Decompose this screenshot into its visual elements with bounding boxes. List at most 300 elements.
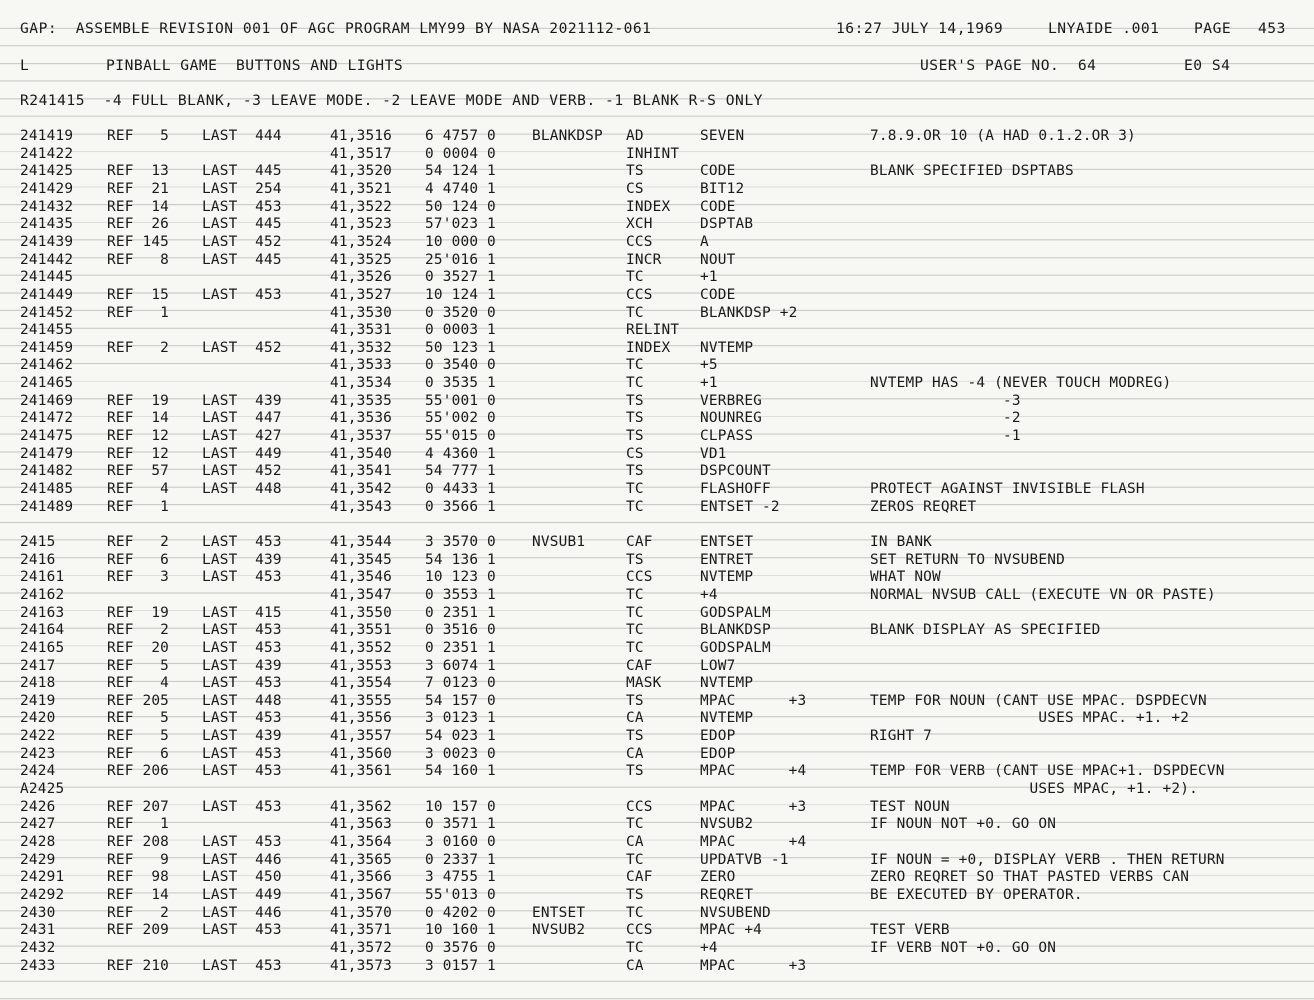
listing-row [0,568,1314,586]
ref-count: REF 2 [107,533,170,550]
listing-row [0,586,1314,604]
last-ref: LAST 453 [202,569,282,586]
last-ref: LAST 447 [202,410,282,427]
sequence-number: 241425 [20,163,74,180]
last-ref: LAST 453 [202,834,282,850]
ref-count: REF 205 [107,692,170,709]
octal-word: 0 4202 0 [425,904,496,921]
ref-count: REF 21 [107,180,170,197]
octal-word: 3 0160 0 [425,834,496,850]
opcode: INDEX [626,339,671,356]
listing-row [0,533,1314,551]
address: 41,3545 [330,551,393,568]
ref-count: REF 19 [107,604,170,621]
opcode: TC [626,481,644,497]
page-number: 453 [1258,20,1286,37]
sequence-number: 24165 [20,639,65,656]
comment: -2 [870,410,1021,427]
last-ref: LAST 453 [202,745,282,762]
opcode: CAF [626,869,653,886]
operand: GODSPALM [700,639,771,656]
address: 41,3533 [330,357,393,374]
sequence-number: 24292 [20,886,65,903]
opcode: CA [626,710,644,727]
listing-row [0,409,1314,427]
last-ref: LAST 453 [202,922,282,939]
sequence-number: 2431 [20,922,56,939]
comment: BLANK SPECIFIED DSPTABS [870,163,1074,180]
octal-word: 0 2337 1 [425,851,496,868]
ref-count: REF 14 [107,198,170,215]
address: 41,3535 [330,392,393,409]
address: 41,3563 [330,816,393,833]
operand: ENTSET [700,533,754,550]
ref-count: REF 12 [107,428,170,445]
address: 41,3555 [330,692,393,709]
comment: IN BANK [870,533,933,550]
opcode: TC [626,498,644,515]
opcode: XCH [626,216,653,233]
listing-row [0,957,1314,975]
sequence-number: 241475 [20,428,74,445]
last-ref: LAST 446 [202,904,282,921]
comment: USES MPAC, +1. +2). [870,781,1198,798]
address: 41,3552 [330,639,393,656]
octal-word: 6 4757 0 [425,128,496,144]
listing-row [0,833,1314,851]
last-ref: LAST 452 [202,463,282,480]
opcode: INCR [626,251,662,268]
address: 41,3524 [330,233,393,250]
address: 41,3523 [330,216,393,233]
opcode: TC [626,939,644,956]
octal-word: 0 2351 1 [425,639,496,656]
ref-count: REF 210 [107,957,170,974]
sequence-number: 2430 [20,904,56,921]
sequence-number: 241465 [20,375,74,392]
opcode: TC [626,904,644,921]
code-reference: E0 S4 [1184,57,1231,74]
octal-word: 25'016 1 [425,251,496,268]
listing-row [0,515,1314,533]
sequence-number: 2419 [20,692,56,709]
address: 41,3542 [330,481,393,497]
opcode: CA [626,745,644,762]
listing-row [0,339,1314,357]
octal-word: 3 0123 1 [425,710,496,727]
sequence-number: 2422 [20,728,56,745]
ref-count: REF 208 [107,834,170,850]
comment: TEST NOUN [870,798,950,815]
ref-count: REF 2 [107,339,170,356]
ref-count: REF 5 [107,710,170,727]
address: 41,3547 [330,586,393,603]
opcode: CCS [626,233,653,250]
last-ref: LAST 453 [202,639,282,656]
ref-count: REF 145 [107,233,170,250]
octal-word: 10 124 1 [425,286,496,303]
comment: RIGHT 7 [870,728,933,745]
last-ref: LAST 449 [202,886,282,903]
address: 41,3560 [330,745,393,762]
subheader-line [0,57,1314,75]
last-ref: LAST 415 [202,604,282,621]
listing-row [0,762,1314,780]
operand: MPAC +3 [700,692,807,709]
remark-text: R241415 -4 FULL BLANK, -3 LEAVE MODE. -2 LEAVE MODE AND VERB. -1 BLANK R-S ONLY [20,92,763,109]
address: 41,3566 [330,869,393,886]
operand: NVSUBEND [700,904,771,921]
ref-count: REF 19 [107,392,170,409]
last-ref: LAST 439 [202,392,282,409]
listing-row [0,127,1314,145]
ref-count: REF 14 [107,410,170,427]
left-marker: L [20,57,30,74]
sequence-number: 2424 [20,763,56,780]
sequence-number: 241459 [20,339,74,356]
last-ref: LAST 453 [202,533,282,550]
operand: NVSUB2 [700,816,754,833]
operand: NVTEMP [700,339,754,356]
opcode: TS [626,428,644,445]
operand: EDOP [700,745,736,762]
octal-word: 50 124 0 [425,198,496,215]
listing-row [0,445,1314,463]
address: 41,3520 [330,163,393,180]
sequence-number: 241449 [20,286,74,303]
opcode: CS [626,445,644,462]
address: 41,3571 [330,922,393,939]
opcode: CAF [626,657,653,674]
octal-word: 0 3576 0 [425,939,496,956]
opcode: CS [626,180,644,197]
listing-row [0,427,1314,445]
operand: EDOP [700,728,736,745]
opcode: TC [626,622,644,639]
address: 41,3553 [330,657,393,674]
comment: IF NOUN NOT +0. GO ON [870,816,1057,833]
sequence-number: 2416 [20,551,56,568]
octal-word: 10 123 0 [425,569,496,586]
opcode: CA [626,834,644,850]
operand: SEVEN [700,128,745,144]
operand: VERBREG [700,392,763,409]
octal-word: 54 136 1 [425,551,496,568]
opcode: CAF [626,533,653,550]
sequence-number: 241482 [20,463,74,480]
last-ref: LAST 453 [202,286,282,303]
operand: CLPASS [700,428,754,445]
octal-word: 55'002 0 [425,410,496,427]
listing-row [0,233,1314,251]
listing-row [0,480,1314,498]
operand: +4 [700,939,718,956]
comment: IF NOUN = +0, DISPLAY VERB . THEN RETURN [870,851,1225,868]
address: 41,3572 [330,939,393,956]
sequence-number: 2415 [20,533,56,550]
comment: NVTEMP HAS -4 (NEVER TOUCH MODREG) [870,375,1172,392]
address: 41,3517 [330,145,393,162]
last-ref: LAST 445 [202,216,282,233]
opcode: TC [626,639,644,656]
operand: MPAC +4 [700,834,807,850]
ref-count: REF 6 [107,551,170,568]
sequence-number: 241489 [20,498,74,515]
symbol-label: BLANKDSP [532,128,603,144]
octal-word: 0 3516 0 [425,622,496,639]
address: 41,3565 [330,851,393,868]
sequence-number: 2420 [20,710,56,727]
last-ref: LAST 427 [202,428,282,445]
ref-count: REF 20 [107,639,170,656]
sequence-number: 241455 [20,322,74,339]
octal-word: 10 160 1 [425,922,496,939]
octal-word: 3 3570 0 [425,533,496,550]
opcode: TC [626,816,644,833]
comment: IF VERB NOT +0. GO ON [870,939,1057,956]
address: 41,3550 [330,604,393,621]
section-title: PINBALL GAME BUTTONS AND LIGHTS [106,57,404,74]
address: 41,3546 [330,569,393,586]
last-ref: LAST 450 [202,869,282,886]
listing-row [0,198,1314,216]
listing-row [0,798,1314,816]
octal-word: 3 4755 1 [425,869,496,886]
ref-count: REF 209 [107,922,170,939]
ref-count: REF 2 [107,904,170,921]
address: 41,3543 [330,498,393,515]
sequence-number: 24291 [20,869,65,886]
octal-word: 57'023 1 [425,216,496,233]
opcode: TC [626,604,644,621]
last-ref: LAST 445 [202,251,282,268]
octal-word: 50 123 1 [425,339,496,356]
sequence-number: 2426 [20,798,56,815]
ref-count: REF 14 [107,886,170,903]
operand: MPAC +4 [700,922,763,939]
listing-row [0,498,1314,516]
ref-count: REF 5 [107,657,170,674]
opcode: TC [626,375,644,392]
ref-count: REF 4 [107,481,170,497]
last-ref: LAST 453 [202,675,282,692]
last-ref: LAST 439 [202,728,282,745]
opcode: CCS [626,569,653,586]
sequence-number: 241442 [20,251,74,268]
octal-word: 55'013 0 [425,886,496,903]
opcode: TC [626,586,644,603]
operand: +5 [700,357,718,374]
opcode: TS [626,763,644,780]
address: 41,3527 [330,286,393,303]
octal-word: 0 2351 1 [425,604,496,621]
octal-word: 54 777 1 [425,463,496,480]
sequence-number: 2423 [20,745,56,762]
ref-count: REF 57 [107,463,170,480]
operand: GODSPALM [700,604,771,621]
address: 41,3573 [330,957,393,974]
listing-row [0,145,1314,163]
address: 41,3530 [330,304,393,321]
comment: -3 [870,392,1021,409]
opcode: TC [626,357,644,374]
comment: USES MPAC. +1. +2 [870,710,1190,727]
address: 41,3534 [330,375,393,392]
page-label: PAGE [1194,20,1232,37]
operand: MPAC +4 [700,763,807,780]
comment: PROTECT AGAINST INVISIBLE FLASH [870,481,1145,497]
operand: MPAC +3 [700,798,807,815]
octal-word: 0 3566 1 [425,498,496,515]
address: 41,3521 [330,180,393,197]
comment: ZEROS REQRET [870,498,977,515]
comment: BE EXECUTED BY OPERATOR. [870,886,1083,903]
octal-word: 0 3540 0 [425,357,496,374]
operand: NOUT [700,251,736,268]
octal-word: 0 0003 1 [425,322,496,339]
listing-row [0,268,1314,286]
address: 41,3541 [330,463,393,480]
octal-word: 0 3535 1 [425,375,496,392]
address: 41,3567 [330,886,393,903]
listing-row [0,886,1314,904]
address: 41,3525 [330,251,393,268]
sequence-number: 241479 [20,445,74,462]
ref-count: REF 207 [107,798,170,815]
sequence-number: 241432 [20,198,74,215]
comment: BLANK DISPLAY AS SPECIFIED [870,622,1101,639]
opcode: TS [626,551,644,568]
comment: NORMAL NVSUB CALL (EXECUTE VN OR PASTE) [870,586,1216,603]
remark-line [0,92,1314,110]
ref-count: REF 12 [107,445,170,462]
last-ref: LAST 439 [202,551,282,568]
address: 41,3522 [330,198,393,215]
ref-count: REF 8 [107,251,170,268]
address: 41,3531 [330,322,393,339]
opcode: TS [626,463,644,480]
octal-word: 0 0004 0 [425,145,496,162]
last-ref: LAST 453 [202,763,282,780]
opcode: INHINT [626,145,680,162]
ref-count: REF 5 [107,128,170,144]
octal-word: 54 124 1 [425,163,496,180]
listing-row [0,639,1314,657]
ref-count: REF 26 [107,216,170,233]
listing-ident: LNYAIDE .001 [1048,20,1160,37]
sequence-number: 24161 [20,569,65,586]
program-title: GAP: ASSEMBLE REVISION 001 OF AGC PROGRAM LMY99 BY NASA 2021112-061 [20,20,652,37]
opcode: AD [626,128,644,144]
sequence-number: 241439 [20,233,74,250]
opcode: CCS [626,798,653,815]
operand: CODE [700,286,736,303]
octal-word: 0 4433 1 [425,481,496,497]
operand: CODE [700,198,736,215]
operand: DSPCOUNT [700,463,771,480]
opcode: CCS [626,286,653,303]
address: 41,3537 [330,428,393,445]
listing-row [0,727,1314,745]
listing-row [0,286,1314,304]
operand: FLASHOFF [700,481,771,497]
sequence-number: 2428 [20,834,56,850]
opcode: MASK [626,675,662,692]
listing-row [0,921,1314,939]
operand: REQRET [700,886,754,903]
octal-word: 10 157 0 [425,798,496,815]
last-ref: LAST 453 [202,622,282,639]
address: 41,3554 [330,675,393,692]
opcode: TS [626,410,644,427]
operand: ENTSET -2 [700,498,780,515]
comment: 7.8.9.OR 10 (A HAD 0.1.2.OR 3) [870,128,1136,144]
operand: BLANKDSP [700,622,771,639]
listing-row [0,356,1314,374]
operand: NVTEMP [700,675,754,692]
octal-word: 3 0157 1 [425,957,496,974]
listing-row [0,815,1314,833]
operand: MPAC +3 [700,957,807,974]
opcode: TS [626,163,644,180]
opcode: INDEX [626,198,671,215]
octal-word: 54 157 0 [425,692,496,709]
operand: DSPTAB [700,216,754,233]
address: 41,3561 [330,763,393,780]
listing-row [0,392,1314,410]
octal-word: 3 6074 1 [425,657,496,674]
symbol-label: ENTSET [532,904,586,921]
operand: NOUNREG [700,410,763,427]
listing-row [0,551,1314,569]
octal-word: 7 0123 0 [425,675,496,692]
comment: ZERO REQRET SO THAT PASTED VERBS CAN [870,869,1190,886]
operand: BLANKDSP +2 [700,304,798,321]
ref-count: REF 2 [107,622,170,639]
ref-count: REF 5 [107,728,170,745]
sequence-number: 2433 [20,957,56,974]
sequence-number: 241472 [20,410,74,427]
octal-word: 4 4740 1 [425,180,496,197]
last-ref: LAST 452 [202,339,282,356]
symbol-label: NVSUB2 [532,922,586,939]
sequence-number: 2418 [20,675,56,692]
last-ref: LAST 444 [202,128,282,144]
ref-count: REF 98 [107,869,170,886]
opcode: TS [626,728,644,745]
ref-count: REF 13 [107,163,170,180]
operand: LOW7 [700,657,736,674]
sequence-number: 2427 [20,816,56,833]
sequence-number: 241469 [20,392,74,409]
last-ref: LAST 254 [202,180,282,197]
listing-row [0,692,1314,710]
operand: ZERO [700,869,736,886]
sequence-number: 2432 [20,939,56,956]
octal-word: 55'001 0 [425,392,496,409]
operand: +1 [700,269,718,286]
operand: +4 [700,586,718,603]
listing-row [0,868,1314,886]
opcode: TC [626,851,644,868]
address: 41,3570 [330,904,393,921]
operand: A [700,233,709,250]
listing-row [0,745,1314,763]
last-ref: LAST 453 [202,957,282,974]
comment: TEMP FOR VERB (CANT USE MPAC+1. DSPDECVN [870,763,1225,780]
ref-count: REF 1 [107,304,170,321]
sequence-number: 2417 [20,657,56,674]
